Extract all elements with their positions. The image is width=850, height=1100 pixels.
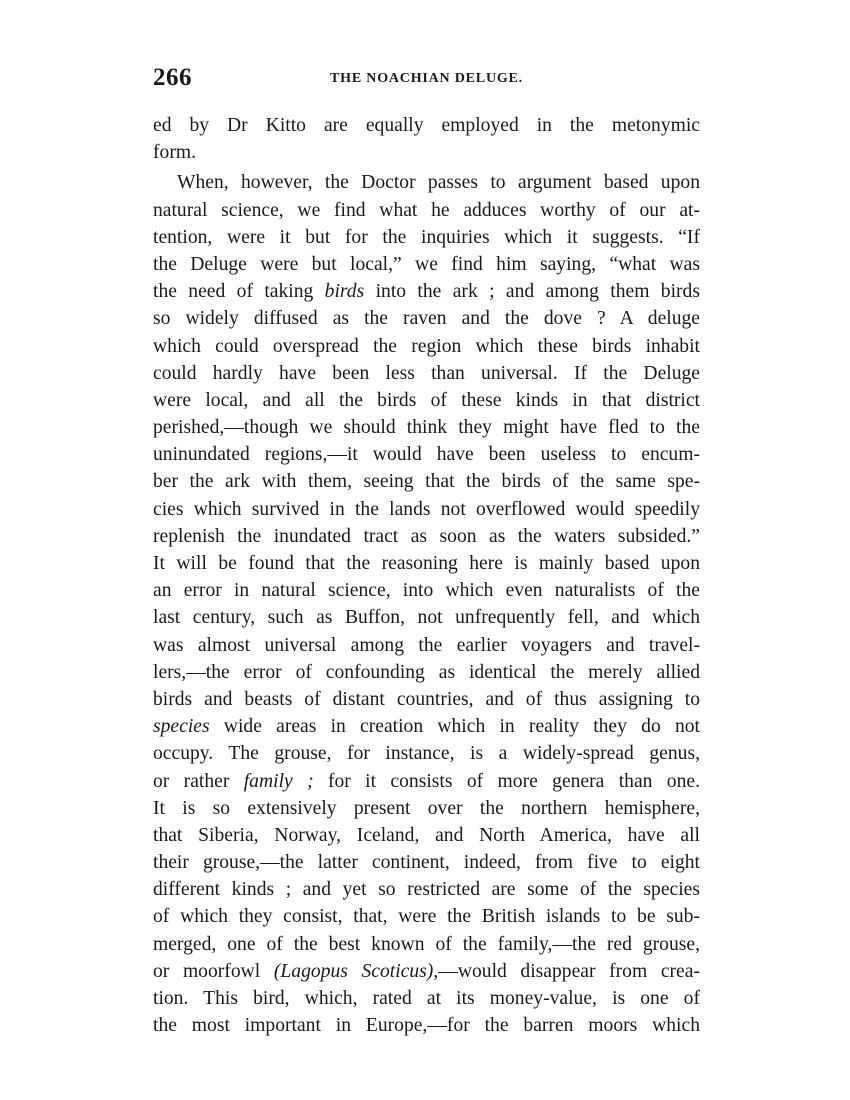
- text-line: which could overspread the region which these birds inhabit: [153, 335, 700, 357]
- text-line: ber the ark with them, seeing that the birds of the same spe-: [153, 471, 700, 493]
- text-line: replenish the inundated tract as soon as the waters subsided.”: [153, 525, 700, 547]
- text-line: form.: [153, 142, 196, 164]
- text-line: an error in natural science, into which even naturalists of the: [153, 580, 700, 602]
- italic-text: birds: [324, 281, 365, 303]
- italic-text: family ;: [243, 770, 314, 792]
- running-head: THE NOACHIAN DELUGE.: [330, 71, 523, 86]
- text-segment: or rather: [153, 770, 244, 792]
- text-line: [153, 958, 700, 985]
- text-line: of which they consist, that, were the British islands to be sub-: [153, 906, 700, 928]
- text-line: natural science, we find what he adduces worthy of our at-: [153, 199, 700, 221]
- text-line: birds and beasts of distant countries, and of thus assigning to: [153, 688, 700, 710]
- text-line: uninundated regions,—it would have been useless to encum-: [153, 444, 700, 466]
- text-segment: ,—would disappear from crea-: [433, 960, 700, 982]
- text-line: lers,—the error of confounding as identical the merely allied: [153, 661, 700, 683]
- italic-text: species: [153, 716, 210, 738]
- text-line: different kinds ; and yet so restricted are some of the species: [153, 879, 700, 901]
- text-line: merged, one of the best known of the family,—the red grouse,: [153, 933, 700, 955]
- text-line: When, however, the Doctor passes to argument based upon: [177, 172, 700, 194]
- text-line: tion. This bird, which, rated at its money-value, is one of: [153, 988, 700, 1009]
- text-segment: wide areas in creation which in reality they do not: [209, 716, 700, 738]
- page-header: [153, 64, 700, 94]
- text-line: perished,—though we should think they might have fled to the: [153, 417, 700, 439]
- text-line: the most important in Europe,—for the barren moors which: [153, 1015, 700, 1037]
- text-segment: the need of taking: [153, 281, 325, 303]
- text-line: occupy. The grouse, for instance, is a widely-spread genus,: [153, 743, 700, 765]
- text-line: [153, 278, 700, 305]
- text-line: last century, such as Buffon, not unfrequently fell, and which: [153, 607, 700, 629]
- text-line: were local, and all the birds of these kinds in that district: [153, 389, 700, 411]
- text-segment: or moorfowl: [153, 960, 274, 982]
- text-line: could hardly have been less than universal. If the Deluge: [153, 362, 700, 384]
- text-line: so widely diffused as the raven and the dove ? A deluge: [153, 308, 700, 330]
- text-segment: into the ark ; and among them birds: [364, 281, 700, 303]
- text-line: their grouse,—the latter continent, indeed, from five to eight: [153, 852, 700, 874]
- text-line: ed by Dr Kitto are equally employed in the metonymic: [153, 115, 700, 136]
- text-line: [153, 768, 700, 795]
- text-line: tention, were it but for the inquiries which it suggests. “If: [153, 226, 700, 248]
- text-segment: for it consists of more genera than one.: [313, 770, 701, 792]
- page-number: 266: [153, 64, 192, 91]
- text-line: that Siberia, Norway, Iceland, and North America, have all: [153, 824, 700, 846]
- text-line: the Deluge were but local,” we find him saying, “what was: [153, 253, 700, 275]
- text-line: It is so extensively present over the northern hemisphere,: [153, 797, 700, 819]
- text-line: cies which survived in the lands not overflowed would speedily: [153, 498, 700, 520]
- italic-text: (Lagopus Scoticus): [273, 960, 434, 982]
- text-line: [153, 713, 700, 740]
- body-text: [153, 112, 700, 1039]
- text-line: was almost universal among the earlier voyagers and travel-: [153, 634, 700, 656]
- text-line: It will be found that the reasoning here is mainly based upon: [153, 553, 700, 574]
